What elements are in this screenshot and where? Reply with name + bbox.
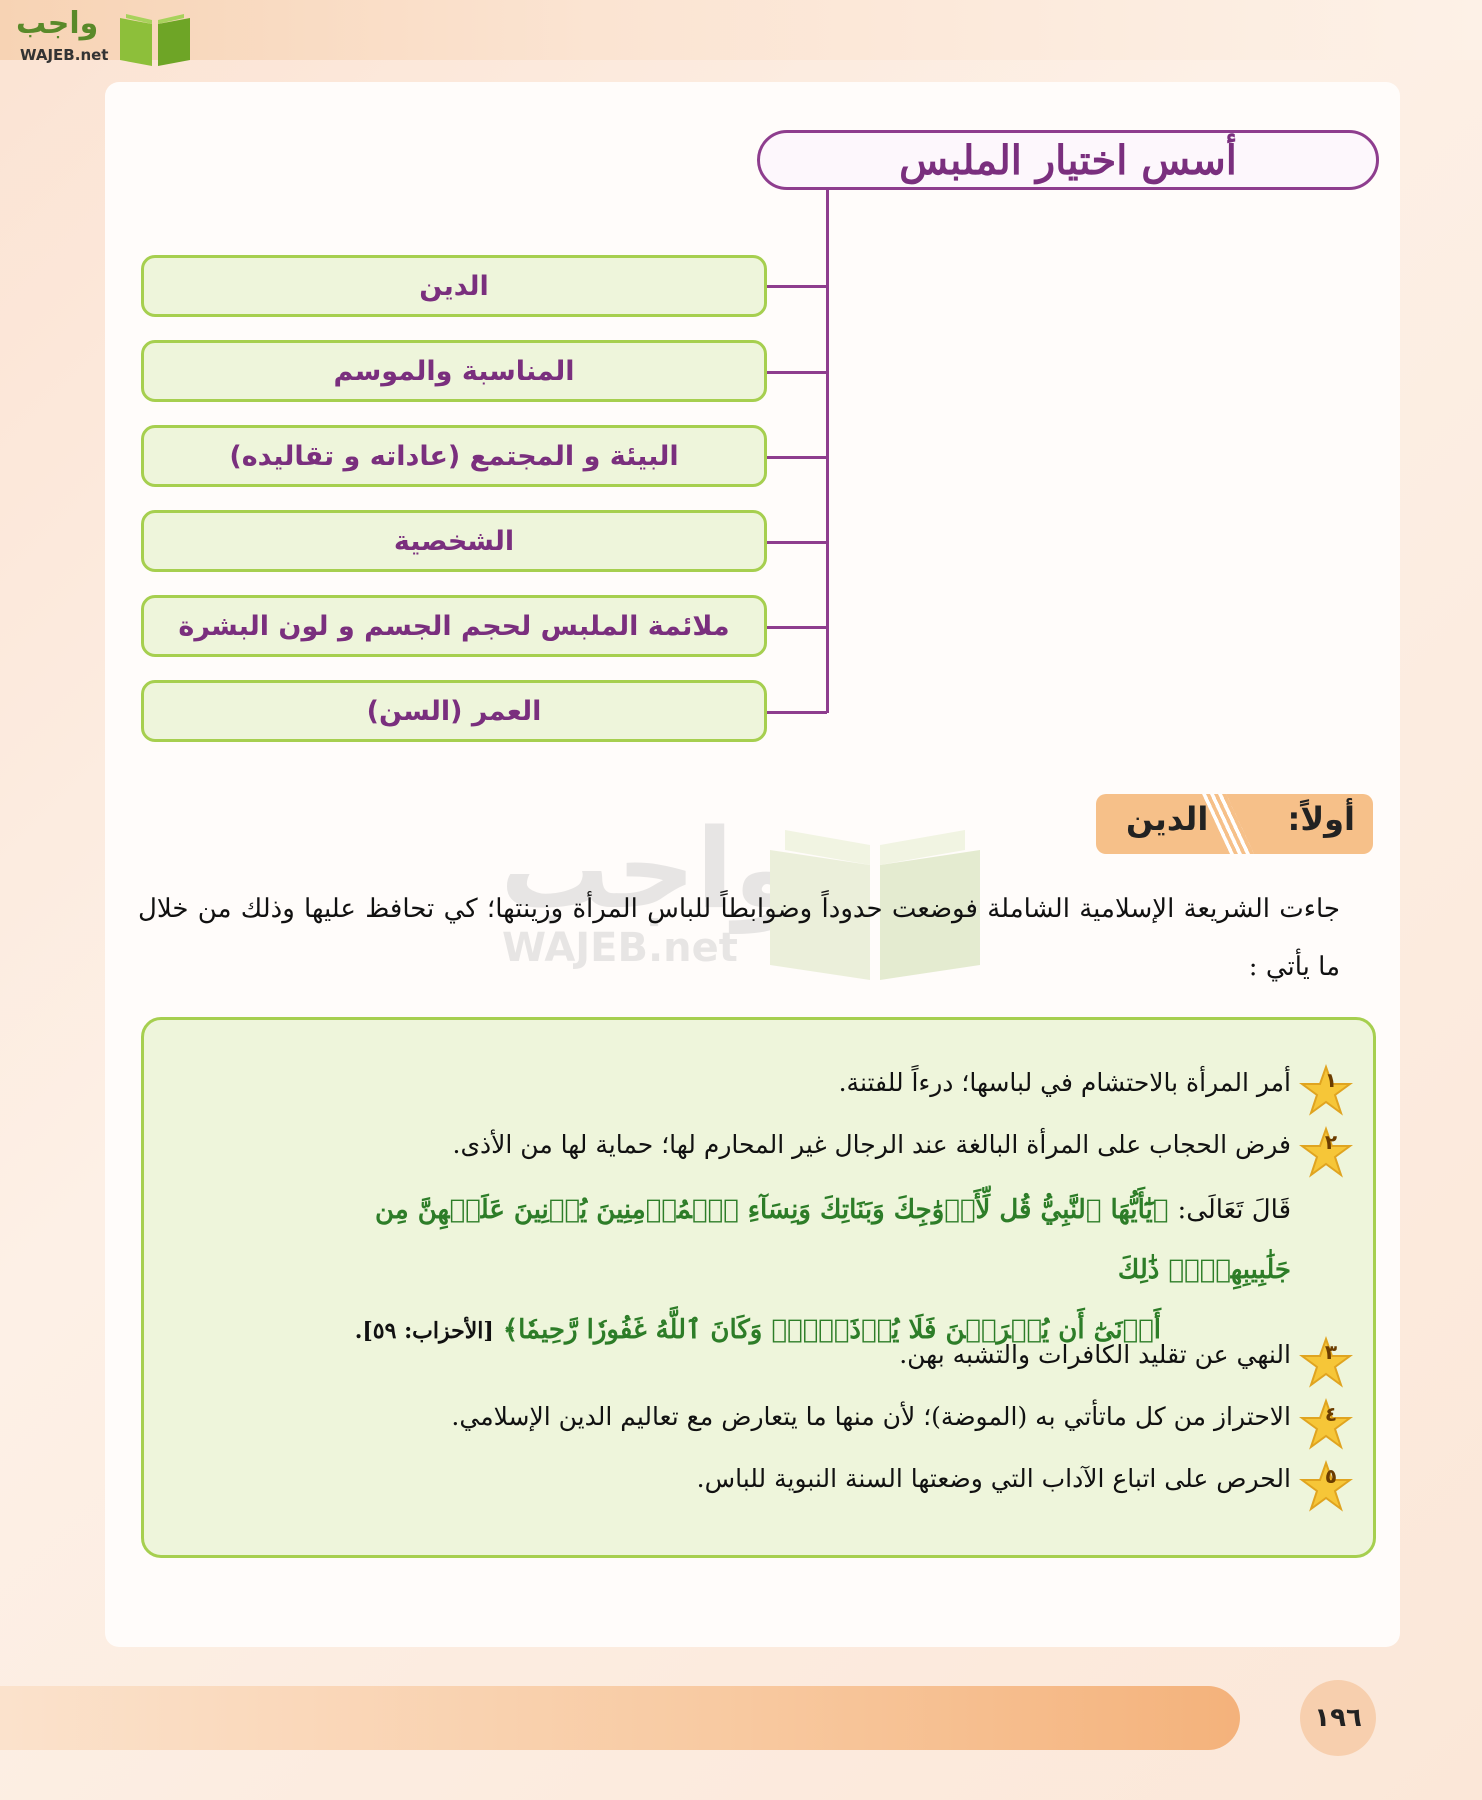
book-icon (116, 10, 194, 68)
page-number: ١٩٦ (1300, 1680, 1376, 1756)
list-item (121, 1464, 1291, 1514)
item-number: ٣ (1324, 1340, 1338, 1364)
top-band (0, 0, 1482, 60)
item-number: ٥ (1324, 1464, 1338, 1488)
list-item (121, 1402, 1291, 1452)
section-number: أولاً: (1287, 800, 1355, 838)
watermark-latin: WAJEB.net (502, 925, 738, 971)
footer-bar (0, 1686, 1240, 1750)
section-title: الدين (1126, 800, 1209, 838)
quran-text-2: أَدۡنَىٰٓ أَن يُعۡرَفۡنَ فَلَا يُؤۡذَيۡنَۗ وَكَانَ ٱللَّهُ غَفُورٗا رَّحِيمٗا﴾ (502, 1315, 1161, 1345)
quran-line-1 (291, 1180, 1291, 1300)
branch-box: الشخصية (141, 510, 767, 572)
section-header (1096, 794, 1373, 854)
tree-trunk (826, 190, 829, 713)
diagram-title: أسس اختيار الملبس (757, 130, 1379, 190)
list-item-text: الاحتراز من كل ماتأتي به (الموضة)؛ لأن منها ما يتعارض مع تعاليم الدين الإسلامي. (451, 1402, 1291, 1431)
quran-lead: قَالَ تَعَالَى: (1177, 1195, 1291, 1225)
intro-paragraph: جاءت الشريعة الإسلامية الشاملة فوضعت حدوداً وضوابطاً للباس المرأة وزينتها؛ كي تحافظ عليها وذلك من خلال ما يأتي : (138, 894, 1340, 982)
item-number: ٤ (1324, 1402, 1338, 1426)
branch-box: البيئة و المجتمع (عاداته و تقاليده) (141, 425, 767, 487)
site-logo[interactable] (8, 6, 188, 68)
quran-reference: [الأحزاب: ٥٩]. (354, 1318, 494, 1344)
list-item-text: فرض الحجاب على المرأة البالغة عند الرجال غير المحارم لها؛ حماية لها من الأذى. (452, 1130, 1291, 1159)
tree-connector (767, 541, 827, 544)
list-item-text: أمر المرأة بالاحتشام في لباسها؛ درءاً للفتنة. (838, 1068, 1291, 1097)
tree-connector (767, 371, 827, 374)
list-item-text: الحرص على اتباع الآداب التي وضعتها السنة النبوية للباس. (696, 1464, 1291, 1493)
list-item (121, 1340, 1291, 1390)
tree-connector (767, 456, 827, 459)
quran-verse (291, 1180, 1291, 1361)
branch-box: العمر (السن) (141, 680, 767, 742)
list-item-text: النهي عن تقليد الكافرات والتشبه بهن. (899, 1340, 1291, 1369)
tree-connector (767, 626, 827, 629)
branch-box: ملائمة الملبس لحجم الجسم و لون البشرة (141, 595, 767, 657)
logo-arabic-text: واجب (16, 6, 99, 41)
points-box (141, 1017, 1376, 1558)
quran-text-1: ﴿يَٰٓأَيُّهَا ٱلنَّبِيُّ قُل لِّأَزۡوَٰجِكَ وَبَنَاتِكَ وَنِسَآءِ ٱلۡمُؤۡمِنِينَ يُدۡنِينَ عَلَيۡهِنَّ مِن جَلَٰبِيبِهِنَّۚ ذَٰلِكَ (374, 1195, 1291, 1285)
logo-latin-text: WAJEB.net (20, 46, 109, 64)
tree-connector (767, 711, 827, 714)
branch-box: المناسبة والموسم (141, 340, 767, 402)
list-item (121, 1130, 1291, 1180)
item-number: ٢ (1324, 1130, 1338, 1154)
watermark-arabic: واجب (500, 805, 802, 933)
item-number: ١ (1324, 1068, 1338, 1092)
branch-box: الدين (141, 255, 767, 317)
tree-connector (767, 285, 827, 288)
list-item (121, 1068, 1291, 1118)
